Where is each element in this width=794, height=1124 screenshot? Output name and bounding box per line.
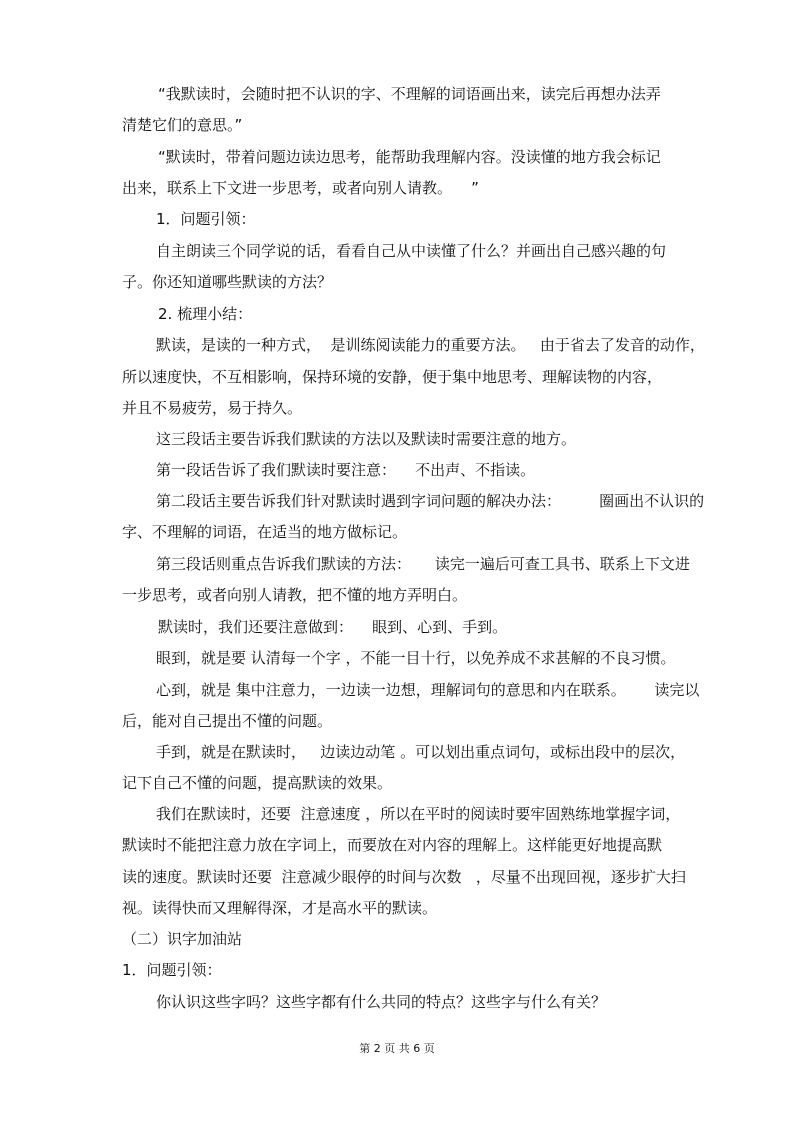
text-line-17: 一步思考，或者向别人请教，把不懂的地方弄明白。 <box>122 586 468 604</box>
text-line-30: 你认识这些字吗？这些字都有什么共同的特点？这些字与什么有关？ <box>156 993 607 1011</box>
text-line-21: 后，能对自己提出不懂的问题。 <box>122 712 333 730</box>
text-line-13: 第一段话告诉了我们默读时要注意： 不出声、不指读。 <box>156 461 536 479</box>
page-footer: 第 2 页 共 6 页 <box>359 1042 435 1055</box>
text-line-12: 这三段话主要告诉我们默读的方法以及默读时需要注意的地方。 <box>156 430 577 448</box>
text-line-15: 字、不理解的词语，在适当的地方做标记。 <box>122 523 408 541</box>
text-line-2: 清楚它们的意思。” <box>122 116 243 134</box>
text-line-29: 1．问题引领： <box>122 961 222 979</box>
text-line-27: 视。读得快而又理解得深，才是高水平的默读。 <box>122 899 438 917</box>
text-line-14: 第二段话主要告诉我们针对默读时遇到字词问题的解决办法： 圈画出不认识的 <box>156 492 705 510</box>
text-line-20: 心到，就是 集中注意力，一边读一边想，理解词句的意思和内在联系。 读完以 <box>156 681 700 699</box>
text-line-19: 眼到，就是要 认清每一个字 ，不能一目十行，以免养成不求甚解的不良习惯。 <box>156 649 676 667</box>
text-line-10: 所以速度快，不互相影响，保持环境的安静，便于集中地思考、理解读物的内容， <box>122 368 663 386</box>
text-line-3: “默读时，带着问题边读边思考，能帮助我理解内容。没读懂的地方我会标记 <box>158 148 661 166</box>
text-line-1: “我默读时，会随时把不认识的字、不理解的词语画出来，读完后再想办法弄 <box>158 85 661 103</box>
text-line-8: 2. 梳理小结： <box>158 305 253 323</box>
text-line-11: 并且不易疲劳，易于持久。 <box>122 399 303 417</box>
text-line-22: 手到，就是在默读时， 边读边动笔 。可以划出重点词句，或标出段中的层次， <box>156 743 686 761</box>
text-line-9: 默读，是读的一种方式， 是训练阅读能力的重要方法。 由于省去了发音的动作， <box>156 336 705 354</box>
text-line-18: 默读时，我们还要注意做到： 眼到、心到、手到。 <box>158 618 508 636</box>
text-line-23: 记下自己不懂的问题，提高默读的效果。 <box>122 774 393 792</box>
text-line-4: 出来，联系上下文进一步思考，或者向别人请教。 ” <box>122 179 479 197</box>
text-line-25: 默读时不能把注意力放在字词上，而要放在对内容的理解上。这样能更好地提高默 <box>122 836 663 854</box>
text-line-24: 我们在默读时，还要 注意速度 ，所以在平时的阅读时要牢固熟练地掌握字词， <box>156 805 681 823</box>
text-line-16: 第三段话则重点告诉我们默读的方法： 读完一遍后可查工具书、联系上下文进 <box>156 555 690 573</box>
text-line-7: 子。你还知道哪些默读的方法？ <box>122 273 333 291</box>
text-line-5: 1．问题引领： <box>156 210 256 228</box>
section-heading: （二）识字加油站 <box>122 930 243 948</box>
text-line-26: 读的速度。默读时还要 注意减少眼停的时间与次数 ，尽量不出现回视，逐步扩大扫 <box>122 868 686 886</box>
text-line-6: 自主朗读三个同学说的话，看看自己从中读懂了什么？并画出自己感兴趣的句 <box>156 242 667 260</box>
